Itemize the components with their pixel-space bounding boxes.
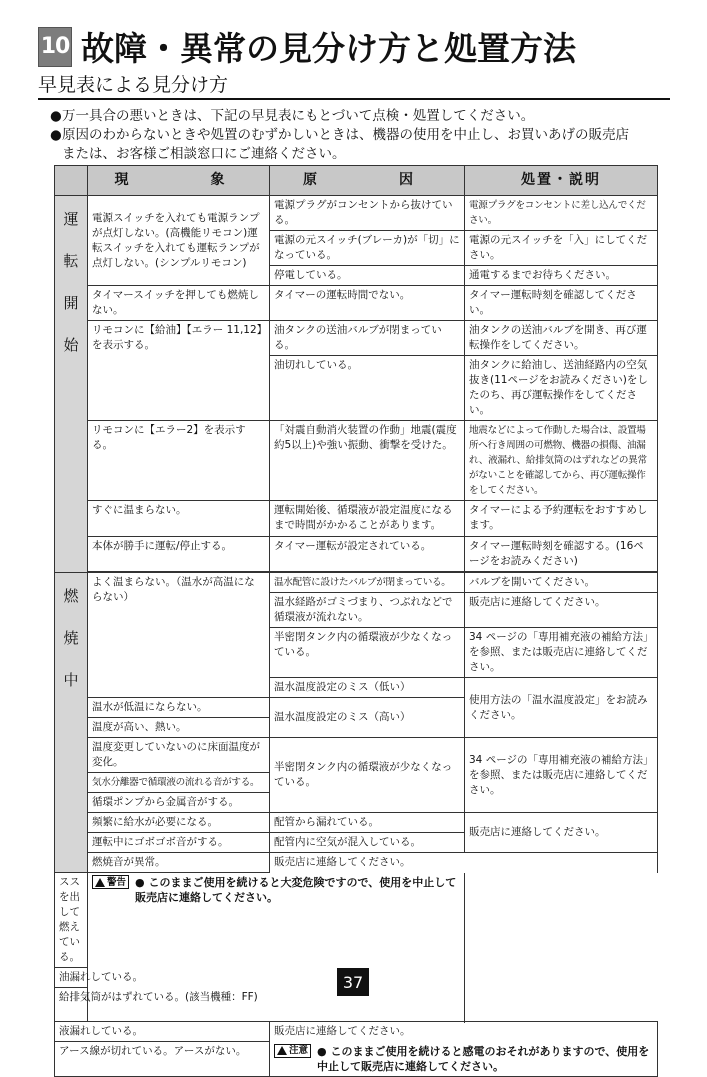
table-header-row — [55, 166, 658, 196]
symptom-cell: タイマースイッチを押しても燃焼しない。 — [88, 286, 270, 321]
symptom-cell: すぐに温まらない。 — [88, 501, 270, 537]
remedy-cell: 油タンクの送油バルブを開き、再び運転操作をしてください。 — [465, 321, 658, 356]
remedy-cell: 34 ページの「専用補充液の補給方法」を参照、または販売店に連絡してください。 — [465, 738, 658, 813]
table-row — [55, 196, 658, 231]
header-category-blank — [55, 166, 88, 196]
cause-cell: タイマー運転が設定されている。 — [270, 537, 465, 572]
table-row — [55, 537, 658, 572]
caution-cell — [270, 1042, 658, 1077]
caution-box — [274, 1044, 653, 1074]
cause-cell: タイマーの運転時間でない。 — [270, 286, 465, 321]
remedy-cell: 販売店に連絡してください。 — [465, 813, 658, 853]
remedy-cell: タイマー運転時刻を確認してください。 — [465, 286, 658, 321]
cause-cell: 温水温度設定のミス（高い） — [270, 698, 465, 738]
cause-cell: 配管内に空気が混入している。 — [270, 833, 465, 853]
cause-cell: 配管から漏れている。 — [270, 813, 465, 833]
table-row — [55, 853, 658, 873]
symptom-cell: 頻繁に給水が必要になる。 — [88, 813, 270, 833]
cause-remedy-cell: 販売店に連絡してください。 — [270, 1022, 658, 1042]
symptom-cell: 燃焼音が異常。 — [88, 853, 270, 873]
symptom-cell: 運転中にゴボゴボ音がする。 — [88, 833, 270, 853]
symptom-cell: アース線が切れている。アースがない。 — [55, 1042, 270, 1077]
symptom-cell: 気水分離器で循環液の流れる音がする。 — [88, 773, 270, 793]
symptom-cell: 電源スイッチを入れても電源ランプが点灯しない。(高機能リモコン)運転スイッチを入れても運転ランプが点灯しない。(シンプルリモコン) — [88, 196, 270, 286]
cause-cell: 半密閉タンク内の循環液が少なくなっている。 — [270, 738, 465, 813]
section-subtitle: 早見表による見分け方 — [38, 74, 229, 96]
header-remedy: 処置・説明 — [465, 166, 658, 196]
table-row — [55, 286, 658, 321]
table-row — [55, 321, 658, 356]
cause-cell: 油タンクの送油バルブが閉まっている。 — [270, 321, 465, 356]
table-row — [55, 573, 658, 593]
subtitle-rule — [38, 98, 670, 100]
chapter-number-badge: 10 — [38, 27, 72, 67]
symptom-cell: 油漏れしている。 — [55, 968, 270, 988]
cause-remedy-cell: 販売店に連絡してください。 — [270, 853, 658, 873]
warning-box — [92, 875, 460, 905]
remedy-cell: 地震などによって作動した場合は、設置場所へ行き周囲の可燃物、機器の損傷、油漏れ、液漏れ、給排気筒のはずれなどの異常がないことを確認してから、再び運転操作をしてください。 — [465, 421, 658, 501]
caution-badge: 注意 — [274, 1044, 311, 1058]
symptom-cell: 循環ポンプから金属音がする。 — [88, 793, 270, 813]
category-start: 運 転 開 始 — [55, 196, 88, 573]
symptom-cell: リモコンに【エラー2】を表示する。 — [88, 421, 270, 501]
cause-cell: 電源プラグがコンセントから抜けている。 — [270, 196, 465, 231]
cause-cell: 「対震自動消火装置の作動」地震(震度約5以上)や強い振動、衝撃を受けた。 — [270, 421, 465, 501]
symptom-cell: リモコンに【給油】【エラー 11,12】を表示する。 — [88, 321, 270, 421]
symptom-cell: よく温まらない。（温水が高温にならない） — [88, 573, 270, 698]
table-row — [55, 1022, 658, 1042]
symptom-cell: 温水が低温にならない。 — [88, 698, 270, 718]
cause-cell: 温水配管に設けたバルブが閉まっている。 — [270, 573, 465, 593]
remedy-cell: バルブを開いてください。 — [465, 573, 658, 593]
symptom-cell: 温度変更していないのに床面温度が変化。 — [88, 738, 270, 773]
header-cause: 原 因 — [270, 166, 465, 196]
troubleshooting-table — [54, 165, 658, 1077]
intro-bullet-1: ● 万一具合の悪いときは、下記の早見表にもとづいて点検・処置してください。 — [50, 108, 535, 124]
cause-cell: 電源の元スイッチ(ブレーカ)が「切」になっている。 — [270, 231, 465, 266]
cause-cell: 油切れしている。 — [270, 356, 465, 421]
page-number: 37 — [337, 968, 369, 996]
symptom-cell: 給排気筒がはずれている。(該当機種：FF) — [55, 988, 270, 1022]
page-title: 故障・異常の見分け方と処置方法 — [81, 29, 576, 68]
remedy-cell: 販売店に連絡してください。 — [465, 593, 658, 628]
warning-triangle-icon — [95, 878, 105, 887]
table-row — [55, 1042, 658, 1077]
category-burning: 燃 焼 中 — [55, 573, 88, 873]
caution-triangle-icon — [277, 1046, 287, 1055]
remedy-cell: 使用方法の「温水温度設定」をお読みください。 — [465, 678, 658, 738]
remedy-cell: 通電するまでお待ちください。 — [465, 266, 658, 286]
page-header — [38, 23, 576, 70]
symptom-cell: 本体が勝手に運転/停止する。 — [88, 537, 270, 572]
table-row — [55, 421, 658, 501]
table-row — [55, 813, 658, 833]
table-row — [55, 501, 658, 537]
intro-notes — [50, 107, 629, 164]
intro-bullet-2: ● 原因のわからないときや処置のむずかしいときは、機器の使用を中止し、お買いあげの販売店 — [50, 127, 629, 143]
cause-cell: 温水経路がゴミづまり、つぶれなどで循環液が流れない。 — [270, 593, 465, 628]
remedy-cell: 34 ページの「専用補充液の補給方法」を参照、または販売店に連絡してください。 — [465, 628, 658, 678]
cause-cell: 停電している。 — [270, 266, 465, 286]
warning-badge: 警告 — [92, 875, 129, 889]
symptom-cell: 液漏れしている。 — [55, 1022, 270, 1042]
cause-cell: 運転開始後、循環液が設定温度になるまで時間がかかることがあります。 — [270, 501, 465, 537]
caution-text: ● このままご使用を続けると感電のおそれがありますので、使用を中止して販売店に連絡してください。 — [317, 1044, 650, 1073]
remedy-cell: タイマー運転時刻を確認する。(16ページをお読みください) — [465, 537, 658, 572]
cause-cell: 半密閉タンク内の循環液が少なくなっている。 — [270, 628, 465, 678]
intro-bullet-2-continued: または、お客様ご相談窓口にご連絡ください。 — [62, 146, 346, 162]
cause-cell: 温水温度設定のミス（低い） — [270, 678, 465, 698]
remedy-cell: タイマーによる予約運転をおすすめします。 — [465, 501, 658, 537]
table-row — [55, 738, 658, 773]
warning-text: ● このままご使用を続けると大変危険ですので、使用を中止して販売店に連絡してください。 — [135, 876, 457, 904]
remedy-cell: 電源プラグをコンセントに差し込んでください。 — [465, 196, 658, 231]
symptom-cell: ススを出して燃えている。 — [55, 873, 88, 968]
remedy-cell: 油タンクに給油し、送油経路内の空気抜き(11ページをお読みください)をしたのち、再び運転操作をしてください。 — [465, 356, 658, 421]
table-row — [55, 873, 658, 968]
header-symptom: 現 象 — [88, 166, 270, 196]
symptom-cell: 温度が高い、熱い。 — [88, 718, 270, 738]
remedy-cell: 電源の元スイッチを「入」にしてください。 — [465, 231, 658, 266]
